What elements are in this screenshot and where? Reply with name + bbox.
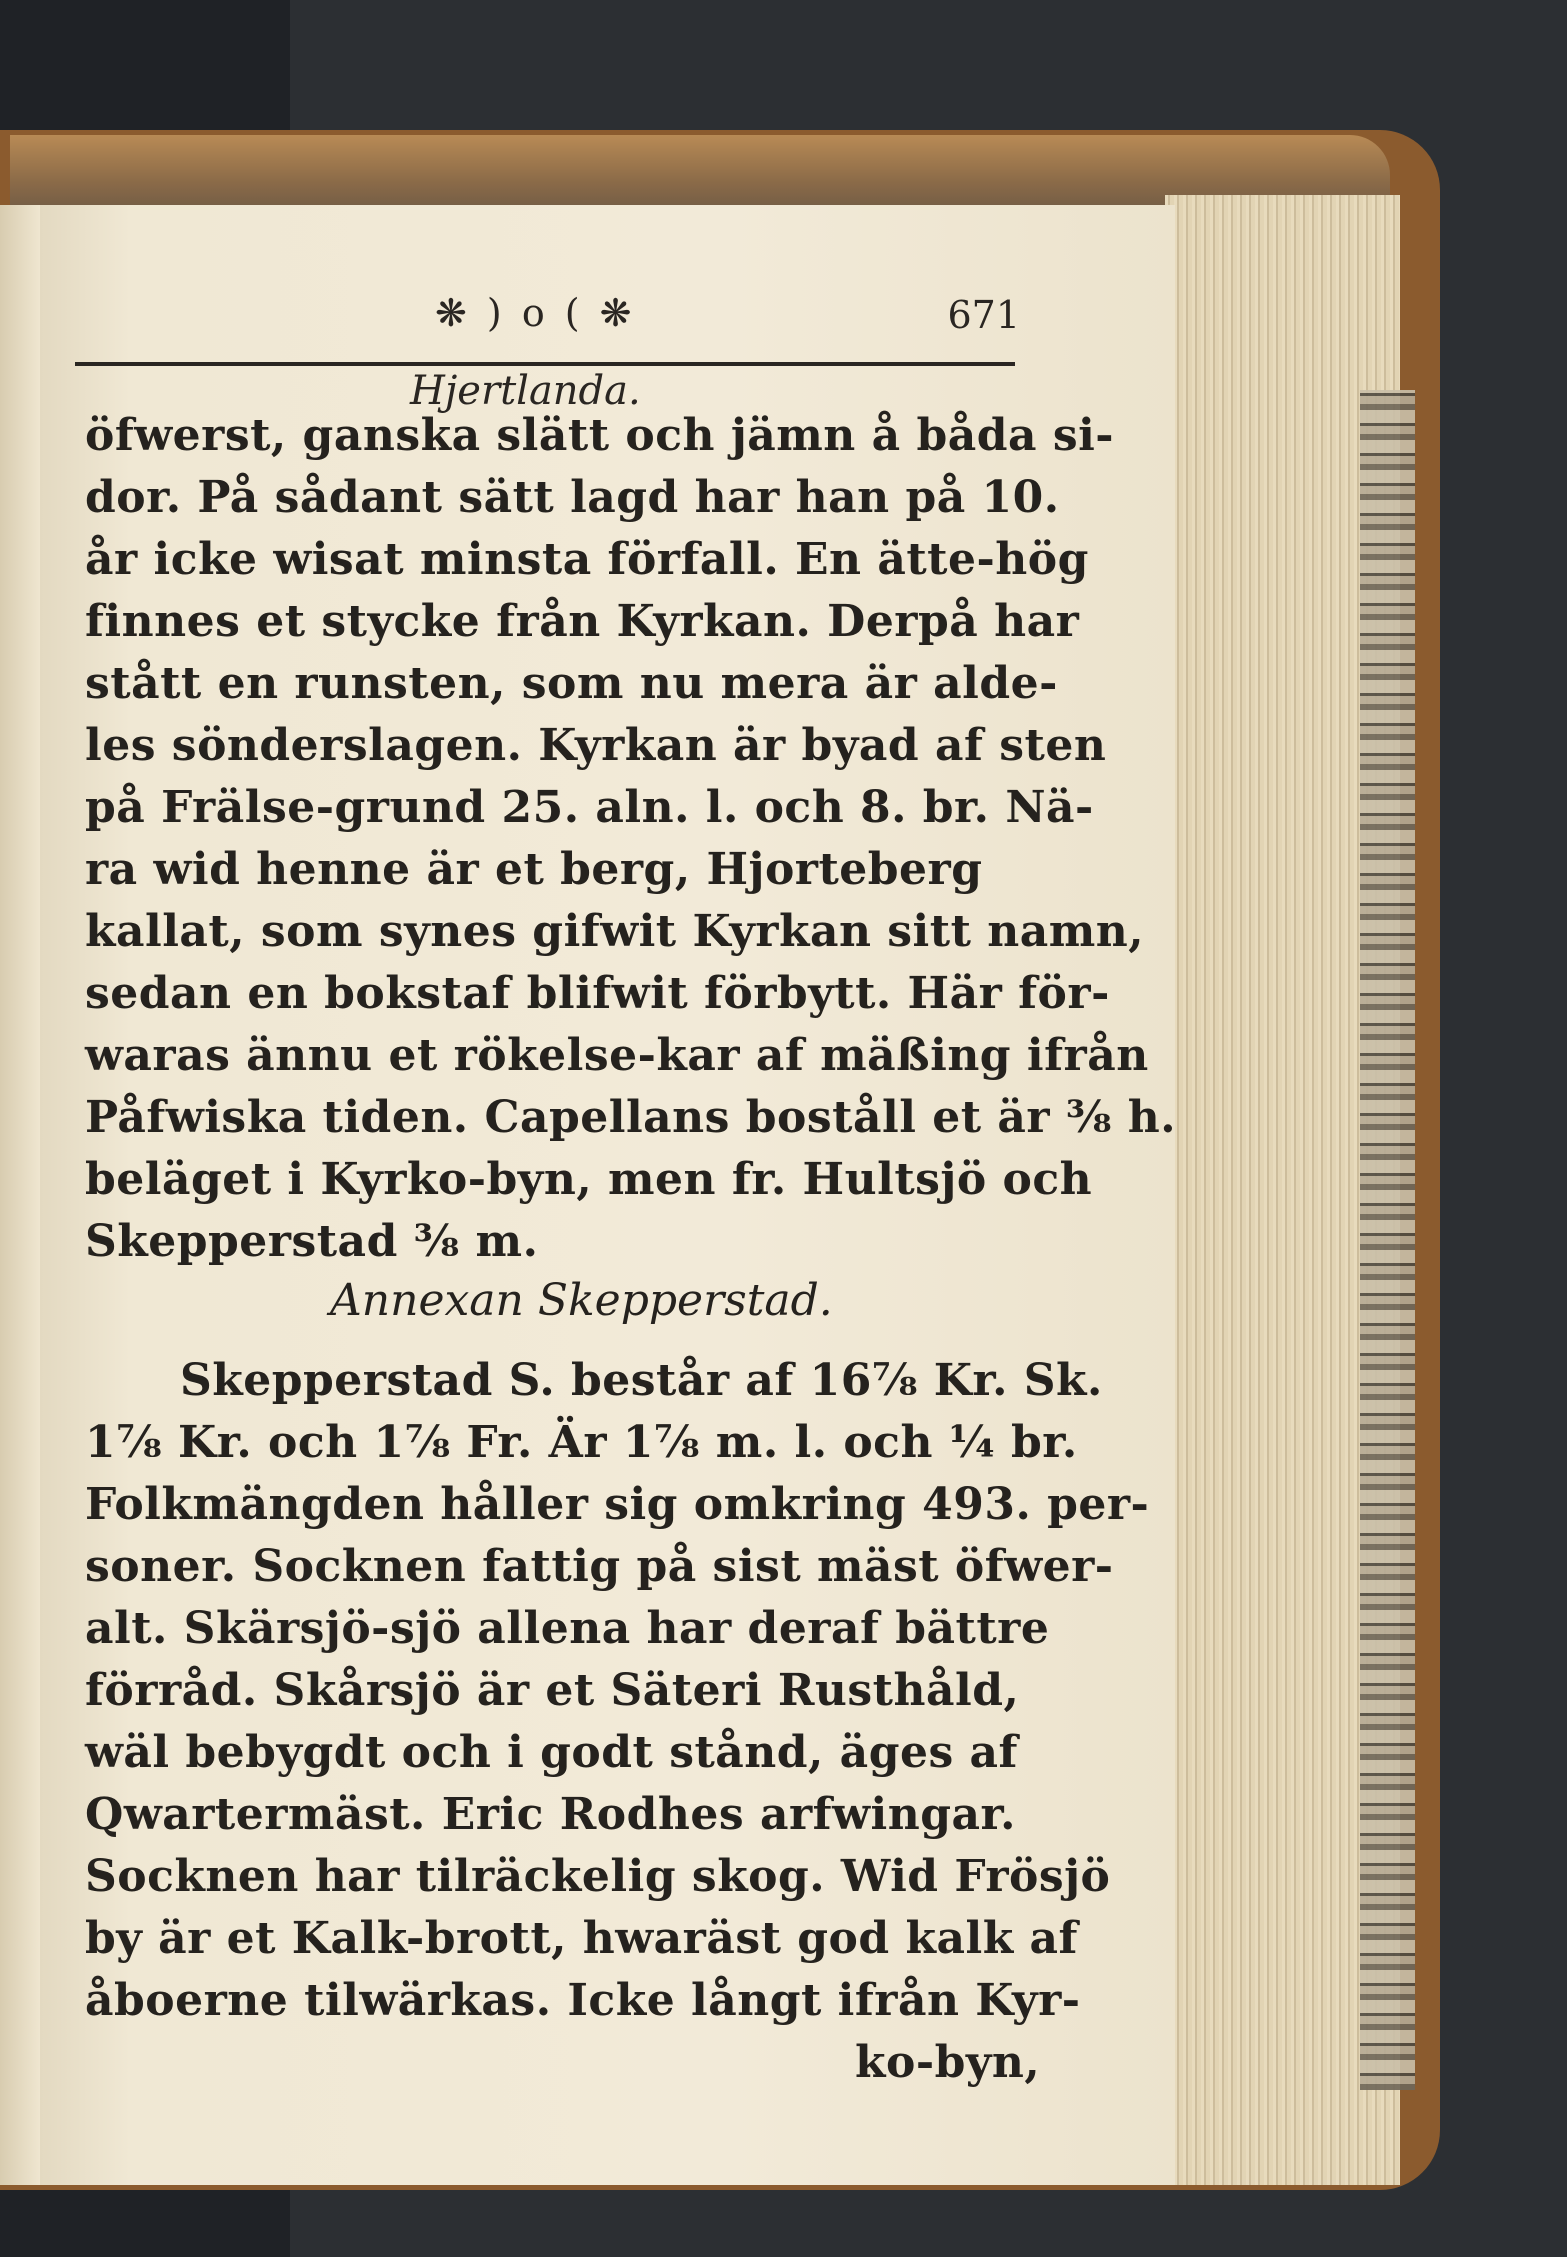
section-title: Annexan Skepperstad. (330, 1275, 833, 1326)
running-title: Hjertlanda. (410, 368, 641, 414)
page-header (75, 285, 1020, 355)
text-line: dor. På sådant sätt lagd har han på 10. (85, 472, 1060, 523)
text-line: år icke wisat minsta förfall. En ätte-hög (85, 534, 1089, 585)
text-line: sedan en bokstaf blifwit förbytt. Här för- (85, 968, 1110, 1019)
text-line: by är et Kalk-brott, hwaräst god kalk af (85, 1913, 1078, 1964)
text-line: waras ännu et rökelse-kar af mäßing ifrån (85, 1030, 1149, 1081)
facing-page-edge (0, 205, 40, 2185)
text-line: åboerne tilwärkas. Icke långt ifrån Kyr- (85, 1975, 1081, 2026)
text-line: finnes et stycke från Kyrkan. Derpå har (85, 596, 1080, 647)
text-line: Folkmängden håller sig omkring 493. per- (85, 1479, 1150, 1530)
text-line: Skepperstad ⅜ m. (85, 1216, 539, 1267)
text-line: förråd. Skårsjö är et Säteri Rusthåld, (85, 1665, 1020, 1716)
text-line: les sönderslagen. Kyrkan är byad af sten (85, 720, 1107, 771)
header-rule (75, 362, 1015, 366)
text-line: Socknen har tilräckelig skog. Wid Frösjö (85, 1851, 1111, 1902)
page-number: 671 (947, 293, 1020, 337)
text-line: på Frälse-grund 25. aln. l. och 8. br. Nä- (85, 782, 1094, 833)
text-line: kallat, som synes gifwit Kyrkan sitt namn, (85, 906, 1145, 957)
speckled-edge (1360, 390, 1415, 2090)
text-line: öfwerst, ganska slätt och jämn å båda si- (85, 410, 1115, 461)
text-line: wäl bebygdt och i godt stånd, äges af (85, 1727, 1018, 1778)
text-line: ra wid henne är et berg, Hjorteberg (85, 844, 983, 895)
text-line: Påfwiska tiden. Capellans boståll et är ⅜ h. (85, 1092, 1177, 1143)
text-line: 1⅞ Kr. och 1⅞ Fr. Är 1⅞ m. l. och ¼ br. (85, 1417, 1078, 1468)
text-line: ko-byn, (855, 2037, 1041, 2088)
text-line: stått en runsten, som nu mera är alde- (85, 658, 1058, 709)
text-line: Skepperstad S. består af 16⅞ Kr. Sk. (180, 1355, 1103, 1406)
header-ornament: ❋ ) o ( ❋ (435, 291, 636, 335)
text-line: Qwartermäst. Eric Rodhes arfwingar. (85, 1789, 1016, 1840)
text-line: beläget i Kyrko-byn, men fr. Hultsjö och (85, 1154, 1093, 1205)
text-line: soner. Socknen fattig på sist mäst öfwer- (85, 1541, 1114, 1592)
text-line: alt. Skärsjö-sjö allena har deraf bättre (85, 1603, 1050, 1654)
